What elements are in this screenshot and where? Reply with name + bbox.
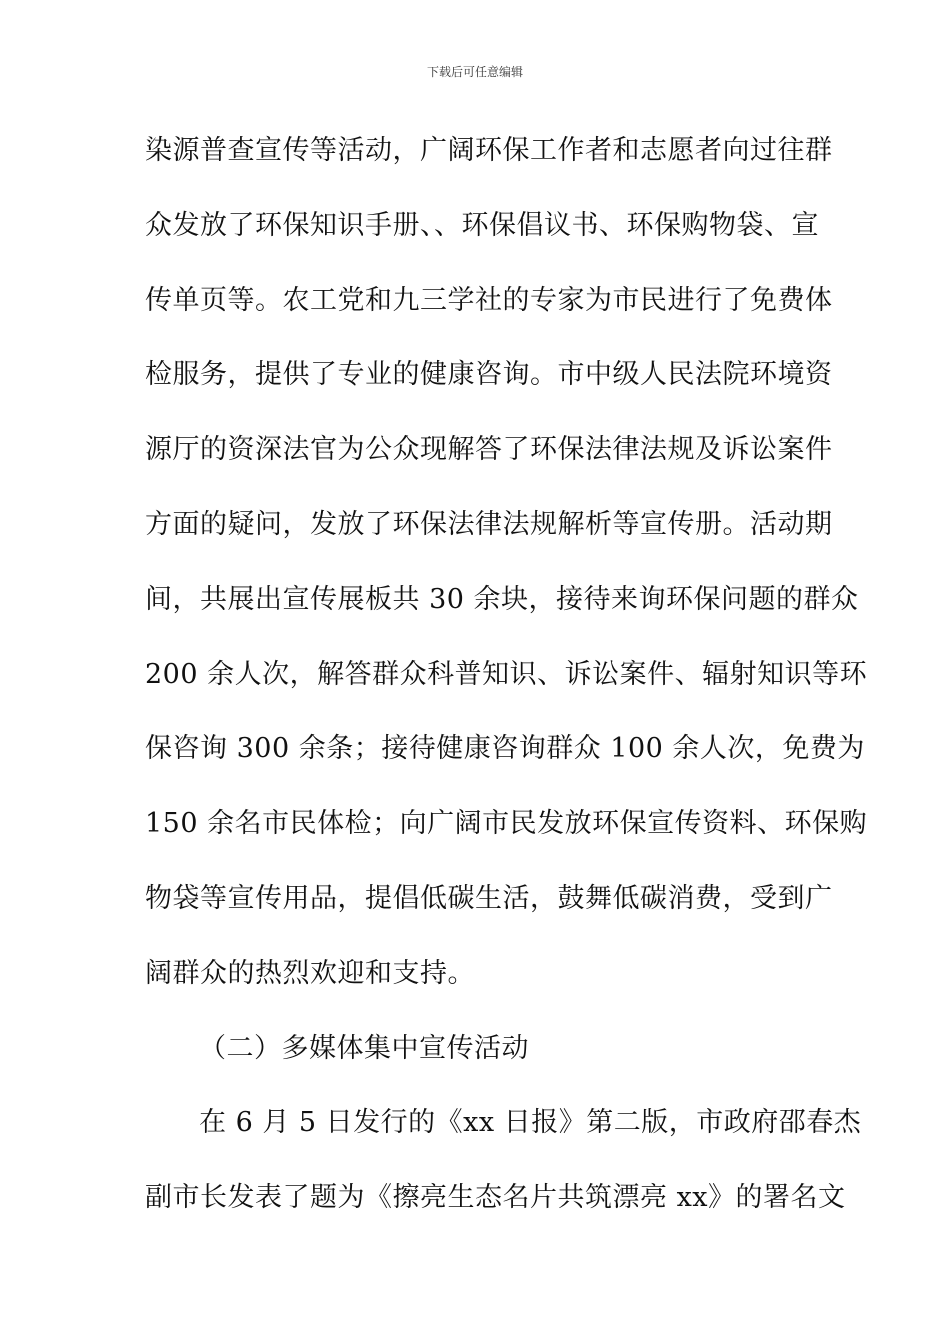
paragraph-line: 检服务，提供了专业的健康咨询。市中级人民法院环境资	[145, 359, 833, 391]
paragraph-line: 众发放了环保知识手册、、环保倡议书、环保购物袋、宣	[145, 209, 819, 241]
paragraph-line: 染源普查宣传等活动，广阔环保工作者和志愿者向过往群	[145, 135, 833, 166]
paragraph-line: 副市长发表了题为《擦亮生态名片共筑漂亮 xx》的署名文	[145, 1182, 846, 1214]
paragraph-line: 150 余名市民体检；向广阔市民发放环保宣传资料、环保购	[145, 808, 868, 840]
paragraph-line: 阔群众的热烈欢迎和支持。	[145, 957, 475, 989]
paragraph-line: 物袋等宣传用品，提倡低碳生活，鼓舞低碳消费，受到广	[145, 882, 833, 914]
paragraph-line: 间，共展出宣传展板共 30 余块，接待来询环保问题的群众	[145, 583, 859, 615]
paragraph-line: 方面的疑问，发放了环保法律法规解析等宣传册。活动期	[145, 508, 833, 540]
paragraph-line: 在 6 月 5 日发行的《xx 日报》第二版，市政府邵春杰	[199, 1107, 862, 1139]
paragraph-line: 源厅的资深法官为公众现解答了环保法律法规及诉讼案件	[145, 434, 833, 466]
paragraph-line: 保咨询 300 余条；接待健康咨询群众 100 余人次，免费为	[145, 733, 865, 765]
page-header-note: 下载后可任意编辑	[426, 65, 523, 79]
document-body	[145, 121, 868, 1243]
paragraph-line: 传单页等。农工党和九三学社的专家为市民进行了免费体	[145, 284, 833, 316]
paragraph-line: 200 余人次，解答群众科普知识、诉讼案件、辐射知识等环	[145, 658, 868, 690]
section-heading: （二）多媒体集中宣传活动	[199, 1032, 529, 1064]
